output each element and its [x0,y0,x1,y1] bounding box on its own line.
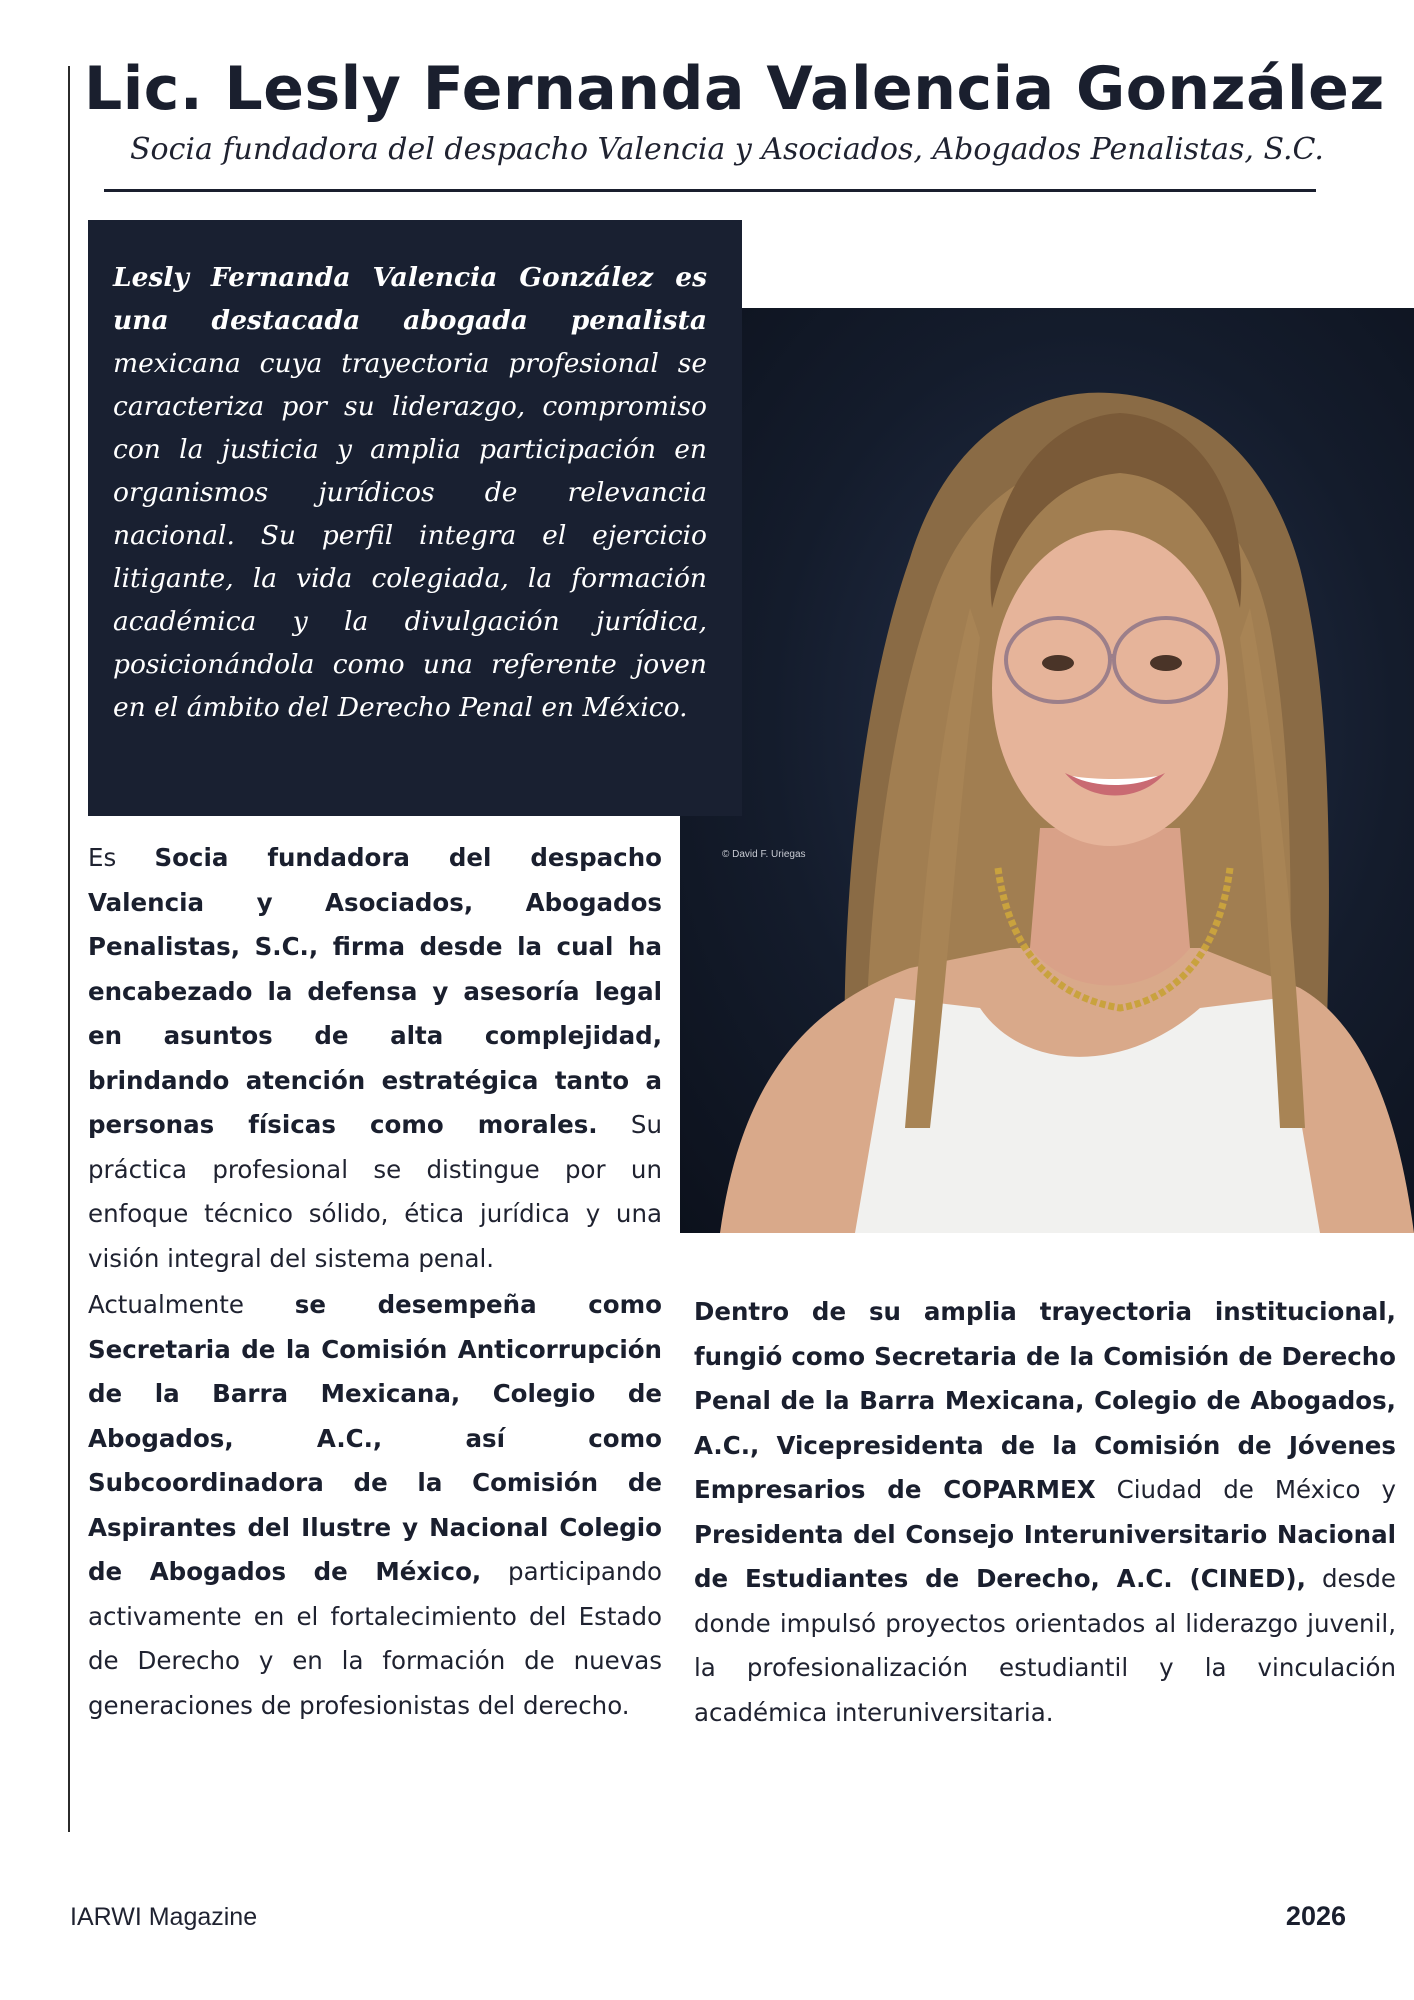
portrait-photo [680,308,1414,1233]
paragraph-current-lead: Actualmente [88,1290,295,1319]
intro-regular-text: mexicana cuya trayectoria profesional se caracteriza por su liderazgo, compromiso con la justicia y amplia participación en organismos jurídicos de relevancia nacional. Su perfil integra el ejercicio litigante, la vida colegiada, la formación académica y la divulgación jurídica, posicionándola como una referente joven en el ámbito del Derecho Penal en México. [113,348,707,723]
paragraph-trajectory-text-1: Ciudad de México y [1095,1475,1396,1504]
paragraph-founder-rest: Su práctica profesional se distingue por un enfoque técnico sólido, ética jurídica y una visión integral del sistema penal. [88,1110,662,1273]
intro-bold-text: Lesly Fernanda Valencia González es una destacada abogada penalista [113,262,707,336]
paragraph-founder-lead: Es [88,843,155,872]
paragraph-current-roles [88,1283,662,1728]
intro-paragraph [113,256,707,729]
margin-rule [68,66,70,1832]
portrait-illustration [680,308,1414,1233]
paragraph-trajectory [694,1290,1396,1735]
paragraph-trajectory-bold-1: Dentro de su amplia trayectoria institucional, fungió como Secretaria de la Comisión de Derecho Penal de la Barra Mexicana, Colegio de Abogados, A.C., Vicepresidenta de la Comisión de Jóvenes Empresarios de COPARMEX [694,1297,1396,1504]
paragraph-founder-bold: Socia fundadora del despacho Valencia y Asociados, Abogados Penalistas, S.C., firma desde la cual ha encabezado la defensa y asesoría legal en asuntos de alta complejidad, brindando atención estratégica tanto a personas físicas como morales. [88,843,662,1139]
footer-year: 2026 [1285,1901,1346,1931]
paragraph-trajectory-bold-2: Presidenta del Consejo Interuniversitario Nacional de Estudiantes de Derecho, A.C. (CINED), [694,1519,1396,1593]
title-divider [104,189,1316,192]
paragraph-founder [88,836,662,1281]
paragraph-current-rest: participando activamente en el fortalecimiento del Estado de Derecho y en la formación de nuevas generaciones de profesionistas del derecho. [88,1557,662,1720]
photo-credit: © David F. Uriegas [722,849,806,860]
page-subtitle: Socia fundadora del despacho Valencia y Asociados, Abogados Penalistas, S.C. [130,132,1324,167]
paragraph-trajectory-text-2: desde donde impulsó proyectos orientados al liderazgo juvenil, la profesionalización estudiantil y la vinculación académica interuniversitaria. [694,1564,1396,1727]
footer-publication: IARWI Magazine [70,1903,258,1931]
page-title: Lic. Lesly Fernanda Valencia González [84,54,1385,124]
paragraph-current-bold: se desempeña como Secretaria de la Comisión Anticorrupción de la Barra Mexicana, Colegio de Abogados, A.C., así como Subcoordinadora de la Comisión de Aspirantes del Ilustre y Nacional Colegio de Abogados de México, [88,1290,662,1586]
